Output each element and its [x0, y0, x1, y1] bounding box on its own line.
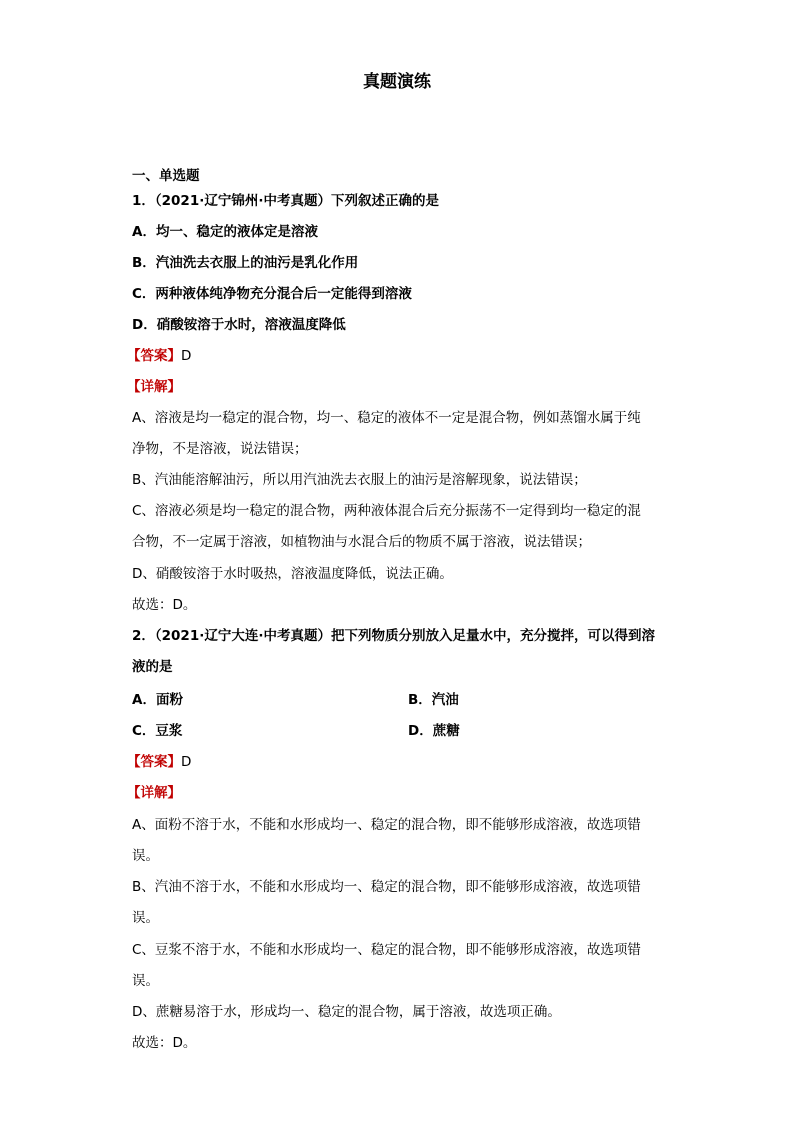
- q1-detail-line: D、硝酸铵溶于水时吸热，溶液温度降低，说法正确。: [132, 566, 453, 582]
- q2-stem-line-2: 液的是: [132, 659, 173, 675]
- q2-option-d: D．蔗糖: [408, 723, 460, 739]
- q2-detail-heading: [127, 783, 672, 803]
- q2-option-c: C．豆浆: [132, 723, 183, 739]
- q2-detail-line: 误。: [132, 848, 159, 864]
- q2-options-row-1: [132, 690, 672, 710]
- q2-detail-line: A、面粉不溶于水，不能和水形成均一、稳定的混合物，即不能够形成溶液，故选项错: [132, 817, 641, 833]
- q2-answer-value: D: [181, 754, 192, 770]
- q2-detail-line: 误。: [132, 910, 159, 926]
- q2-answer: [127, 752, 672, 772]
- q2-detail-line: 误。: [132, 973, 159, 989]
- section-heading: 一、单选题: [132, 168, 200, 184]
- q2-option-a: A．面粉: [132, 692, 183, 708]
- q1-option-c: C．两种液体纯净物充分混合后一定能得到溶液: [132, 286, 412, 302]
- q1-detail-line: 净物，不是溶液，说法错误；: [132, 441, 308, 457]
- q1-stem: 1．（2021·辽宁锦州·中考真题）下列叙述正确的是: [132, 193, 439, 209]
- q2-answer-label: 【答案】: [127, 754, 181, 770]
- q1-detail-label: 【详解】: [127, 379, 181, 395]
- q2-conclusion: 故选：D。: [132, 1035, 197, 1051]
- q1-answer: [127, 346, 672, 366]
- q1-detail-line: 合物，不一定属于溶液，如植物油与水混合后的物质不属于溶液，说法错误；: [132, 534, 591, 550]
- q1-detail-line: B、汽油能溶解油污，所以用汽油洗去衣服上的油污是溶解现象，说法错误；: [132, 472, 587, 488]
- q1-option-b: B．汽油洗去衣服上的油污是乳化作用: [132, 255, 359, 271]
- q1-detail-heading: [127, 377, 672, 397]
- q1-conclusion: 故选：D。: [132, 597, 197, 613]
- q2-detail-line: D、蔗糖易溶于水，形成均一、稳定的混合物，属于溶液，故选项正确。: [132, 1004, 561, 1020]
- q2-detail-line: C、豆浆不溶于水，不能和水形成均一、稳定的混合物，即不能够形成溶液，故选项错: [132, 942, 641, 958]
- q1-answer-label: 【答案】: [127, 348, 181, 364]
- q2-option-b: B．汽油: [408, 692, 459, 708]
- q2-stem-line-1: 2．（2021·辽宁大连·中考真题）把下列物质分别放入足量水中，充分搅拌，可以得到溶: [132, 628, 655, 644]
- q1-option-a: A．均一、稳定的液体定是溶液: [132, 224, 318, 240]
- q2-detail-label: 【详解】: [127, 785, 181, 801]
- q2-detail-line: B、汽油不溶于水，不能和水形成均一、稳定的混合物，即不能够形成溶液，故选项错: [132, 879, 641, 895]
- q1-detail-line: C、溶液必须是均一稳定的混合物，两种液体混合后充分振荡不一定得到均一稳定的混: [132, 503, 641, 519]
- page-title: 真题演练: [363, 72, 431, 92]
- q1-detail-line: A、溶液是均一稳定的混合物，均一、稳定的液体不一定是混合物，例如蒸馏水属于纯: [132, 410, 641, 426]
- q1-option-d: D．硝酸铵溶于水时，溶液温度降低: [132, 317, 346, 333]
- q1-answer-value: D: [181, 348, 192, 364]
- q2-options-row-2: [132, 721, 672, 741]
